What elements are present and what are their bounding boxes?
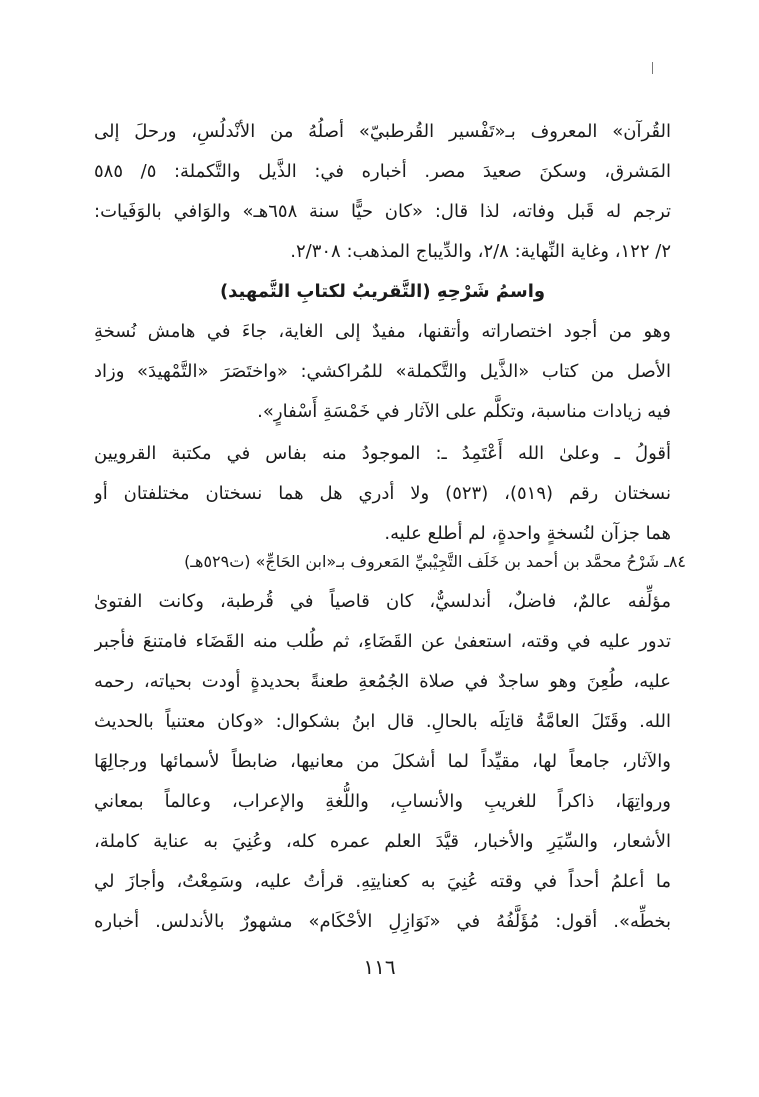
text-line: القُرآن» المعروف بـ«تَفْسير القُرطبيّ» أصلُهُ من الأنْدلُسِ، ورحلَ إلى: [94, 121, 671, 142]
text-line: هما جزآن لنُسخةٍ واحدةٍ، لم أطلع عليه.: [384, 523, 671, 544]
page-number: ١١٦: [363, 955, 396, 979]
text-line: الأصل من كتاب «الذَّيل والتَّكملة» للمُراكشي: «واختَصَرَ «التَّمْهيدَ» وزاد: [94, 361, 671, 382]
corner-tick: [652, 62, 653, 74]
text-line: ما أعلمُ أحداً في وقته عُنِيَ به كعنايتِهِ. قرأتُ عليه، وسَمِعْتُ، وأجازَ لي: [94, 871, 671, 892]
text-line: ترجم له قَبل وفاته، لذا قال: «كان حيًّا سنة ٦٥٨هـ» والوَافي بالوَفَيات:: [94, 201, 671, 222]
text-line: مؤلِّفه عالمٌ، فاضلٌ، أندلسيٌّ، كان قاصياً في قُرطبة، وكانت الفتوىٰ: [94, 591, 671, 612]
text-line: عليه، طُعِنَ وهو ساجدٌ في صلاة الجُمُعةِ طعنةً بحديدةٍ أودت بحياته، رحمه: [94, 671, 671, 692]
text-line: الله. وقَتَلَ العامَّةُ قاتِلَه بالحالِ. قال ابنُ بشكوال: «وكان معتنياً بالحديث: [94, 711, 671, 732]
text-line: ورواتِهَا، ذاكراً للغريبِ والأنسابِ، واللُّغةِ والإعراب، وعالماً بمعاني: [94, 791, 671, 812]
text-line: نسختان رقم (٥١٩)، (٥٢٣) ولا أدري هل هما نسختان مختلفتان أو: [94, 483, 671, 504]
text-line: أقولُ ـ وعلىٰ الله أَعْتَمِدُ ـ: الموجودُ منه بفاس في مكتبة القرويين: [94, 443, 671, 464]
text-line: فيه زيادات مناسبة، وتكلَّم على الآثار في خَمْسَةِ أَسْفارٍ».: [257, 401, 671, 422]
text-line: بخطِّه». أقول: مُؤَلَّفُهُ في «نَوَازِلِ الأحْكَام» مشهورٌ بالأندلس. أخباره: [94, 911, 671, 932]
section-heading: واسمُ شَرْحِهِ (التَّقريبُ لكتابِ التَّمهيد): [219, 281, 546, 302]
text-line: ٢/ ١٢٢، وغاية النِّهاية: ٢/٨، والدِّيباج المذهب: ٢/٣٠٨.: [290, 241, 671, 262]
text-line: المَشرق، وسكنَ صعيدَ مصر. أخباره في: الذَّيل والتَّكملة: ٥/ ٥٨٥: [94, 161, 671, 182]
text-line: والآثار، جامعاً لها، مقيِّداً لما أشكلَ من معانيها، ضابطاً لأسمائها ورجالِهَا: [94, 751, 671, 772]
text-line: الأشعار، والسِّيَرِ والأخبار، قيَّدَ العلم عمره كله، وعُنِيَ به عناية كاملة،: [94, 831, 671, 852]
text-line: تدور عليه في وقته، استعفىٰ عن القَضَاءِ، ثم طُلب منه القَضَاء فامتنعَ فأجبر: [94, 631, 671, 652]
text-line: وهو من أجود اختصاراته وأتقنها، مفيدٌ إلى الغاية، جاءَ في هامش نُسخةِ: [94, 321, 671, 342]
entry-heading: ٨٤ـ شَرْحُ محمَّد بن أحمد بن خَلَف التَّجِيْبيِّ المَعروف بـ«ابن الحَاجِّ» (ت٥٢٩هـ): [184, 552, 686, 571]
